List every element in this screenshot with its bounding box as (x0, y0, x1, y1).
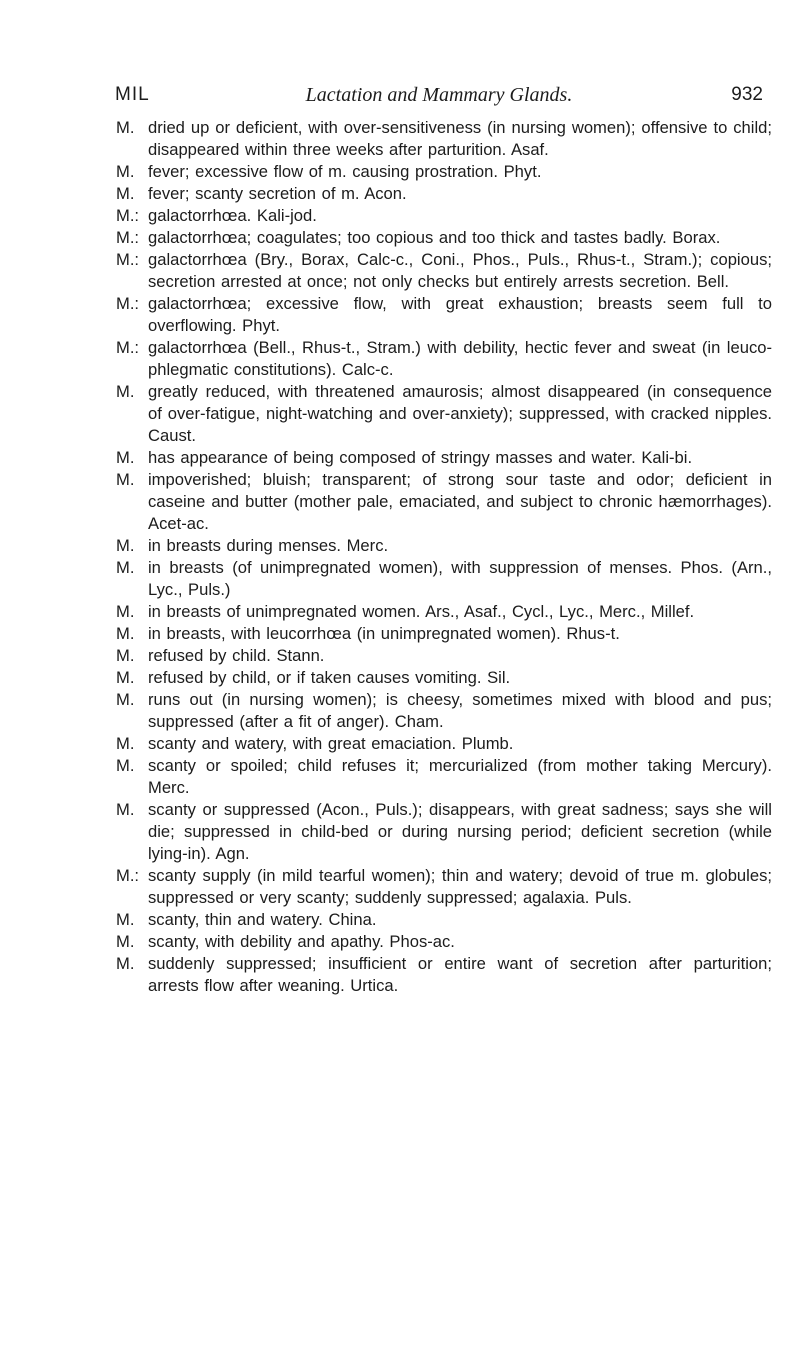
repertory-entry (116, 447, 772, 469)
entry-text: suddenly suppressed; insufficient or entire want of secretion after parturition; arrests flow after weaning. Urtica. (148, 954, 772, 995)
entry-text: fever; scanty secretion of m. Acon. (148, 184, 407, 203)
repertory-entry (116, 733, 772, 755)
header-chapter-title: Lactation and Mammary Glands. (305, 84, 573, 106)
entry-term: M. (116, 910, 135, 929)
entry-term: M. (116, 690, 135, 709)
entry-term: M.: (116, 294, 140, 313)
repertory-entries (116, 117, 772, 997)
repertory-entry (116, 469, 772, 535)
entry-text: galactorrhœa; coagulates; too copious and too thick and tastes badly. Borax. (148, 228, 721, 247)
repertory-entry (116, 667, 772, 689)
entry-text: greatly reduced, with threatened amaurosis; almost disappeared (in consequence of over-fatigue, night-watching and over-anxiety); suppressed, with cracked nipples. Caust. (148, 382, 772, 445)
entry-text: scanty or spoiled; child refuses it; mercurialized (from mother taking Mercury). Merc. (148, 756, 772, 797)
entry-term: M. (116, 932, 135, 951)
entry-term: M.: (116, 866, 140, 885)
entry-text: impoverished; bluish; transparent; of strong sour taste and odor; deficient in caseine and butter (mother pale, emaciated, and subject to chronic hæmorrhages). Acet-ac. (148, 470, 772, 533)
entry-text: scanty and watery, with great emaciation. Plumb. (148, 734, 514, 753)
repertory-entry (116, 227, 772, 249)
repertory-entry (116, 337, 772, 381)
entry-text: galactorrhœa. Kali-jod. (148, 206, 317, 225)
entry-term: M. (116, 602, 135, 621)
entry-text: scanty or suppressed (Acon., Puls.); disappears, with great sadness; says she will die; suppressed in child-bed or during nursing period; deficient secretion (while lying-in). Agn. (148, 800, 772, 863)
entry-text: in breasts (of unimpregnated women), with suppression of menses. Phos. (Arn., Lyc., Puls.) (148, 558, 772, 599)
repertory-entry (116, 381, 772, 447)
entry-text: refused by child, or if taken causes vomiting. Sil. (148, 668, 511, 687)
repertory-entry (116, 183, 772, 205)
entry-text: galactorrhœa (Bell., Rhus-t., Stram.) with debility, hectic fever and sweat (in leuco-phlegmatic constitutions). Calc-c. (148, 338, 772, 379)
repertory-entry (116, 623, 772, 645)
repertory-entry (116, 601, 772, 623)
entry-term: M.: (116, 250, 140, 269)
entry-text: in breasts of unimpregnated women. Ars., Asaf., Cycl., Lyc., Merc., Millef. (148, 602, 695, 621)
repertory-entry (116, 689, 772, 733)
repertory-entry (116, 645, 772, 667)
repertory-entry (116, 557, 772, 601)
repertory-entry (116, 799, 772, 865)
entry-text: has appearance of being composed of stringy masses and water. Kali-bi. (148, 448, 693, 467)
entry-term: M. (116, 184, 135, 203)
entry-term: M. (116, 646, 135, 665)
entry-term: M.: (116, 206, 140, 225)
entry-text: dried up or deficient, with over-sensitiveness (in nursing women); offensive to child; disappeared within three weeks after parturition. Asaf. (148, 118, 772, 159)
entry-text: in breasts, with leucorrhœa (in unimpregnated women). Rhus-t. (148, 624, 620, 643)
running-header (115, 84, 763, 114)
entry-text: in breasts during menses. Merc. (148, 536, 389, 555)
entry-term: M. (116, 118, 135, 137)
entry-text: galactorrhœa; excessive flow, with great exhaustion; breasts seem full to overflowing. Phyt. (148, 294, 772, 335)
entry-term: M. (116, 734, 135, 753)
page-number: 932 (731, 84, 763, 105)
repertory-entry (116, 865, 772, 909)
entry-term: M. (116, 800, 135, 819)
entry-text: scanty, with debility and apathy. Phos-ac. (148, 932, 455, 951)
repertory-entry (116, 161, 772, 183)
entry-text: scanty, thin and watery. China. (148, 910, 377, 929)
entry-text: galactorrhœa (Bry., Borax, Calc-c., Coni., Phos., Puls., Rhus-t., Stram.); copious; secretion arrested at once; not only checks but entirely arrests secretion. Bell. (148, 250, 772, 291)
repertory-entry (116, 953, 772, 997)
entry-term: M. (116, 448, 135, 467)
repertory-entry (116, 931, 772, 953)
entry-term: M. (116, 668, 135, 687)
repertory-entry (116, 117, 772, 161)
entry-text: refused by child. Stann. (148, 646, 325, 665)
entry-term: M. (116, 756, 135, 775)
entry-term: M. (116, 624, 135, 643)
entry-term: M. (116, 382, 135, 401)
repertory-entry (116, 249, 772, 293)
repertory-entry (116, 755, 772, 799)
entry-term: M.: (116, 338, 140, 357)
entry-text: scanty supply (in mild tearful women); thin and watery; devoid of true m. globules; suppressed or very scanty; suddenly suppressed; agalaxia. Puls. (148, 866, 772, 907)
entry-term: M. (116, 470, 135, 489)
repertory-entry (116, 293, 772, 337)
entry-term: M. (116, 954, 135, 973)
header-section-label: MIL (115, 84, 150, 105)
repertory-entry (116, 205, 772, 227)
entry-text: fever; excessive flow of m. causing prostration. Phyt. (148, 162, 542, 181)
entry-text: runs out (in nursing women); is cheesy, sometimes mixed with blood and pus; suppressed (after a fit of anger). Cham. (148, 690, 772, 731)
repertory-entry (116, 909, 772, 931)
entry-term: M. (116, 536, 135, 555)
repertory-entry (116, 535, 772, 557)
entry-term: M. (116, 162, 135, 181)
entry-term: M.: (116, 228, 140, 247)
entry-term: M. (116, 558, 135, 577)
